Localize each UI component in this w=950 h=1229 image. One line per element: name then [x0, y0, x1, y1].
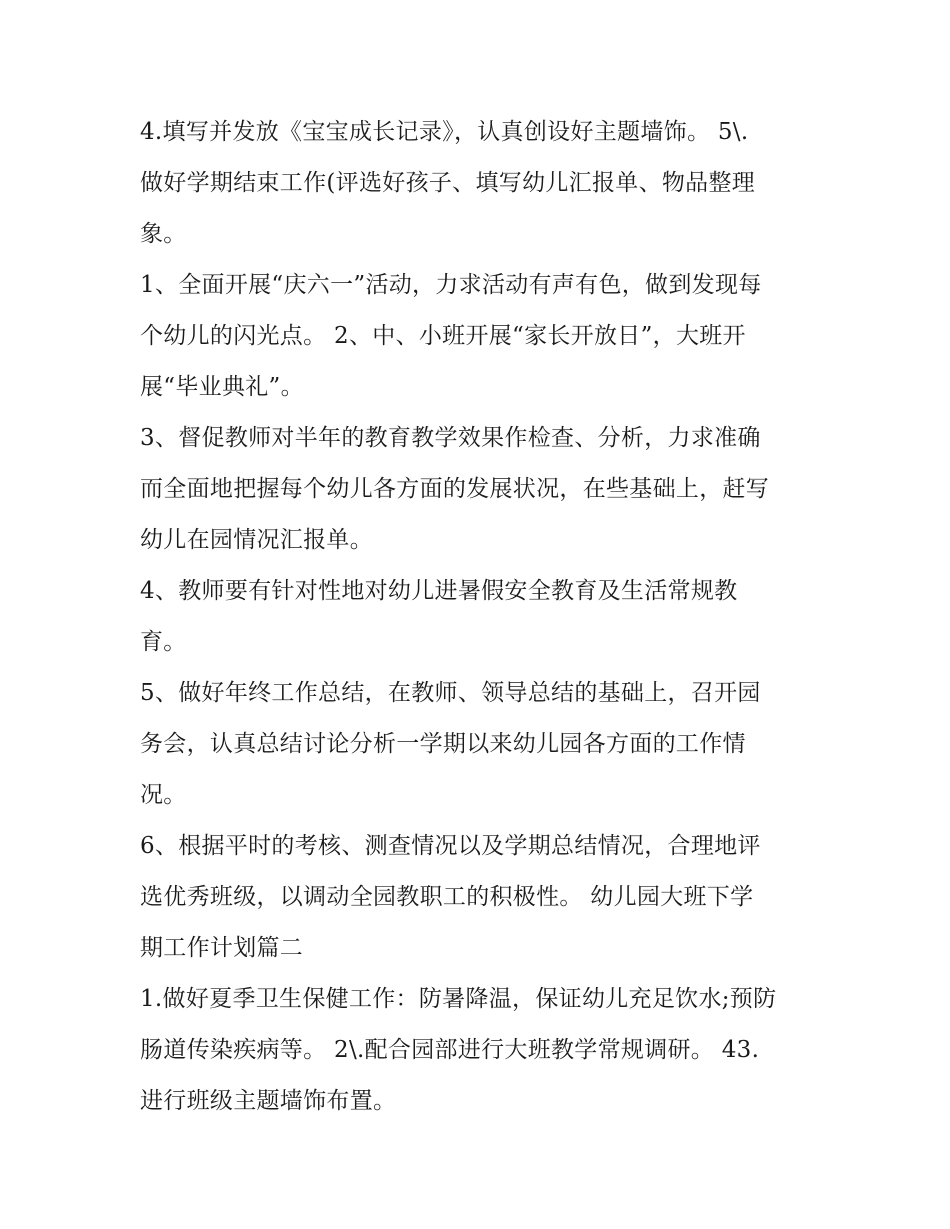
- text-line: 选优秀班级，以调动全园教职工的积极性。 幼儿园大班下学: [140, 884, 754, 910]
- text-line: 做好学期结束工作(评选好孩子、填写幼儿汇报单、物品整理: [140, 170, 756, 196]
- paragraph-4: [140, 566, 820, 668]
- text-line: 象。: [140, 221, 187, 247]
- text-line: 况。: [140, 782, 187, 808]
- text-line: 育。: [140, 629, 187, 655]
- document-body: [140, 107, 820, 1127]
- text-line: 6、根据平时的考核、测查情况以及学期总结情况，合理地评: [140, 833, 761, 859]
- text-line: 务会，认真总结讨论分析一学期以来幼儿园各方面的工作情: [140, 731, 746, 757]
- text-line: 3、督促教师对半年的教育教学效果作检查、分析，力求准确: [140, 425, 761, 451]
- text-line: 期工作计划篇二: [140, 935, 304, 961]
- text-line: 个幼儿的闪光点。 2、中、小班开展“家长开放日”，大班开: [140, 323, 746, 349]
- text-line: 1、全面开展“庆六一”活动，力求活动有声有色，做到发现每: [140, 272, 762, 298]
- text-line: 4.填写并发放《宝宝成长记录》，认真创设好主题墙饰。 5\.: [140, 119, 749, 145]
- text-line: 肠道传染疾病等。 2\.配合园部进行大班教学常规调研。 43.: [140, 1037, 760, 1063]
- paragraph-3: [140, 413, 820, 566]
- text-line: 幼儿在园情况汇报单。: [140, 527, 373, 553]
- paragraph-7: [140, 974, 820, 1127]
- paragraph-6: [140, 821, 820, 974]
- text-line: 展“毕业典礼”。: [140, 374, 304, 400]
- paragraph-2: [140, 260, 820, 413]
- paragraph-5: [140, 668, 820, 821]
- text-line: 进行班级主题墙饰布置。: [140, 1088, 397, 1114]
- text-line: 5、做好年终工作总结，在教师、领导总结的基础上，召开园: [140, 680, 761, 706]
- text-line: 而全面地把握每个幼儿各方面的发展状况，在些基础上，赶写: [140, 476, 770, 502]
- paragraph-1: [140, 107, 820, 260]
- text-line: 1.做好夏季卫生保健工作：防暑降温，保证幼儿充足饮水;预防: [140, 986, 777, 1012]
- text-line: 4、教师要有针对性地对幼儿进暑假安全教育及生活常规教: [140, 578, 738, 604]
